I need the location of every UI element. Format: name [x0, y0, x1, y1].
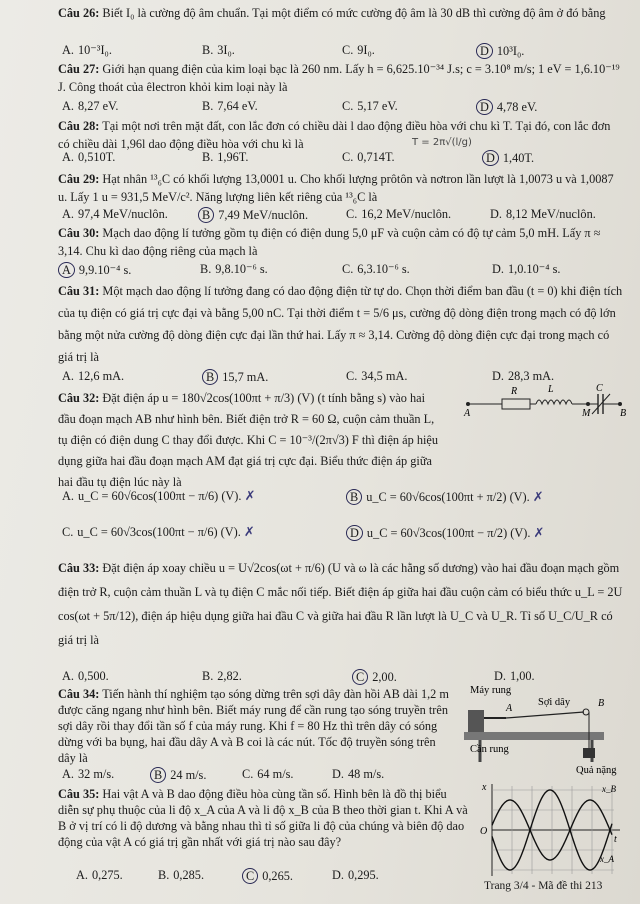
answer-options-35 [76, 868, 456, 884]
option-a: A. 10⁻³I₀. [62, 43, 112, 57]
question-27: Câu 27: Giới hạn quang điện của kim loại bạc là 260 nm. Lấy h = 6,625.10⁻³⁴ J.s; c = 3.10⁸ m/s; 1 eV = 1,6.10⁻¹⁹ J. Công thoát của êlectron khỏi kim loại này là [58, 62, 620, 94]
table [464, 732, 604, 740]
option-a: A. 32 m/s. [62, 767, 115, 781]
option-d: D. 28,3 mA. [492, 369, 555, 383]
option-b: B. 3I₀. [202, 43, 235, 57]
question-34: Câu 34: Tiến hành thí nghiệm tạo sóng dừng trên sợi dây đàn hồi AB dài 1,2 m được căng ngang như hình bên. Biết máy rung để cần rung tạo sóng truyền trên sợi dây rồi thay đổi tần số f của máy rung. Khi f = 80 Hz thì trên dây có sóng dừng với ba bụng, hai đầu dây A và B coi là các nút. Tốc độ truyền sóng trên dây là [58, 687, 449, 765]
option-a: A. 0,500. [62, 669, 109, 683]
svg-text:C: C [596, 383, 603, 394]
option-c: C. 5,17 eV. [342, 99, 398, 113]
svg-text:x_B: x_B [602, 784, 616, 794]
option-b: B. 9,8.10⁻⁶ s. [200, 262, 268, 276]
inductor-l [536, 400, 572, 404]
option-b: B. 1,96T. [202, 150, 249, 164]
option-a: A. 97,4 MeV/nuclôn. [62, 207, 168, 221]
page-footer: Trang 3/4 - Mã đề thi 213 [484, 880, 603, 892]
string [506, 712, 584, 718]
option-b: B. 0,285. [158, 868, 205, 882]
option-c: C. u_C = 60√3cos(100πt − π/6) (V). ✗ [62, 525, 255, 540]
option-c: C. 34,5 mA. [346, 369, 408, 383]
standing-wave-setup [462, 682, 630, 778]
question-29: Câu 29: Hạt nhân ¹³₆C có khối lượng 13,0001 u. Cho khối lượng prôtôn và nơtron lần lượt là 1,0073 u và 1,0087 u. Lấy 1 u = 931,5 MeV/c². Năng lượng liên kết riêng của ¹³₆C là [58, 172, 614, 204]
question-33: Câu 33: Đặt điện áp xoay chiều u = U√2cos(ωt + π/6) (U và ω là các hằng số dương) vào hai đầu đoạn mạch gồm điện trở R, cuộn cảm thuần L và tụ điện C mắc nối tiếp. Biết điện áp giữa hai đầu cuộn cảm có biểu thức u_L = 2U cos(ωt + 5π/12), điện áp hiệu dụng giữa hai đầu C và giữa hai đầu R lần lượt là U_C và U_R. Tỉ số U_C/U_R có giá trị là [58, 561, 623, 647]
svg-text:O: O [480, 826, 488, 837]
option-b-circled: B u_C = 60√6cos(100πt + π/2) (V). ✗ [346, 489, 544, 505]
answer-options-26 [62, 43, 622, 59]
option-b-circled: B 15,7 mA. [202, 369, 268, 385]
question-35: Câu 35: Hai vật A và B dao động điều hòa cùng tần số. Hình bên là đồ thị biểu diễn sự phụ thuộc của li độ x_A của A và li độ x_B của B theo thời gian t. Khi A và B ở vị trí có li độ dương và bằng nhau thì tỉ số giữa li độ của chúng và biên độ dao động của vật A có giá trị gần nhất với giá trị nào sau đây? [58, 787, 468, 849]
svg-text:L: L [548, 384, 554, 395]
svg-text:t: t [614, 834, 617, 845]
option-a: A. 0,275. [76, 868, 123, 882]
option-d: D. 0,295. [332, 868, 379, 882]
question-31: Câu 31: Một mạch dao động lí tưởng đang có dao động điện từ tự do. Chọn thời điểm ban đầu (t = 0) khi điện tích của tụ điện có giá trị cực đại và bằng 5,00 nC. Tại thời điểm t = 5/6 μs, cường độ dòng điện trong mạch có độ lớn bằng một nửa cường độ dòng điện cực đại lần thứ hai. Lấy π ≈ 3,14. Cường độ dòng điện cực đại trong mạch có giá trị là [58, 284, 623, 364]
svg-text:Quả nặng: Quả nặng [576, 765, 617, 776]
option-c-circled: C 0,265. [242, 868, 293, 884]
svg-text:B: B [620, 408, 627, 418]
svg-text:Sợi dây: Sợi dây [538, 697, 571, 708]
answer-options-27 [62, 99, 622, 115]
answer-options-30 [58, 262, 628, 278]
svg-text:x: x [482, 782, 487, 793]
option-c: C. 0,714T. [342, 150, 395, 164]
displacement-graph [474, 780, 624, 880]
answer-options-28 [62, 150, 622, 166]
option-b: B. 2,82. [202, 669, 242, 683]
option-b-circled: B 7,49 MeV/nuclôn. [198, 207, 308, 223]
question-32: Câu 32: Đặt điện áp u = 180√2cos(100πt + π/3) (V) (t tính bằng s) vào hai đầu đoạn mạch AB như hình bên. Biết điện trở R = 60 Ω, cuộn cảm thuần L, tụ điện có điện dung C thay đổi được. Khi C = 10⁻³/(2π√3) F thì điện áp hiệu dụng giữa hai đầu đoạn mạch AM đạt giá trị cực đại. Biểu thức điện áp giữa hai đầu tụ điện lúc này là [58, 391, 438, 489]
question-26 [58, 4, 623, 22]
option-d-circled: D u_C = 60√3cos(100πt − π/2) (V). ✗ [346, 525, 544, 541]
option-c: C. 6,3.10⁻⁶ s. [342, 262, 410, 276]
option-a: A. 0,510T. [62, 150, 116, 164]
answer-options-34 [62, 767, 442, 783]
answer-options-32 [62, 489, 632, 541]
weight [583, 748, 595, 758]
resistor-r [502, 399, 530, 409]
question-stem: Biết I₀ là cường độ âm chuẩn. Tại một điểm có mức cường độ âm là 30 dB thì cường độ âm ở đó bằng [102, 6, 606, 20]
circuit-diagram [462, 382, 630, 418]
svg-text:R: R [511, 386, 518, 397]
option-a-circled: A 9,9.10⁻⁴ s. [58, 262, 131, 278]
option-d: D. 8,12 MeV/nuclôn. [490, 207, 596, 221]
option-b: B. 7,64 eV. [202, 99, 258, 113]
option-d: D. 48 m/s. [332, 767, 385, 781]
vibrator-box [468, 710, 484, 732]
option-a: A. 8,27 eV. [62, 99, 119, 113]
option-c: C. 9I₀. [342, 43, 375, 57]
svg-text:x_A: x_A [600, 854, 614, 864]
answer-options-29 [62, 207, 632, 223]
handwritten-note: T = 2π√(l/g) [412, 137, 472, 148]
question-30: Câu 30: Mạch dao động lí tưởng gồm tụ điện có điện dung 5,0 μF và cuộn cảm có độ tự cảm 5,0 mH. Lấy π ≈ 3,14. Chu kì dao động riêng của mạch là [58, 226, 601, 258]
option-a: A. 12,6 mA. [62, 369, 125, 383]
svg-text:A: A [506, 703, 513, 714]
svg-text:Máy rung: Máy rung [470, 685, 512, 696]
option-d: D. 1,0.10⁻⁴ s. [492, 262, 561, 276]
option-d-circled: D 1,40T. [482, 150, 534, 166]
option-d-circled: D 4,78 eV. [476, 99, 537, 115]
option-c: C. 64 m/s. [242, 767, 294, 781]
option-c: C. 16,2 MeV/nuclôn. [346, 207, 452, 221]
svg-text:M: M [582, 408, 591, 418]
svg-text:Cần rung: Cần rung [470, 744, 509, 755]
option-d-circled: D 10³I₀. [476, 43, 524, 59]
question-28: Câu 28: Tại một nơi trên mặt đất, con lắc đơn có chiều dài l dao động điều hòa với chu kì T. Tại đó, con lắc đơn có chiều dài 1,96l dao động điều hòa với chu kì là [58, 119, 611, 151]
svg-text:A: A [464, 408, 471, 418]
option-d: D. 1,00. [494, 669, 535, 683]
option-c-circled: C 2,00. [352, 669, 397, 685]
option-b-circled: B 24 m/s. [150, 767, 206, 783]
question-label: Câu 26: [58, 6, 100, 20]
svg-text:B: B [598, 698, 605, 709]
option-a: A. u_C = 60√6cos(100πt − π/6) (V). ✗ [62, 489, 256, 504]
